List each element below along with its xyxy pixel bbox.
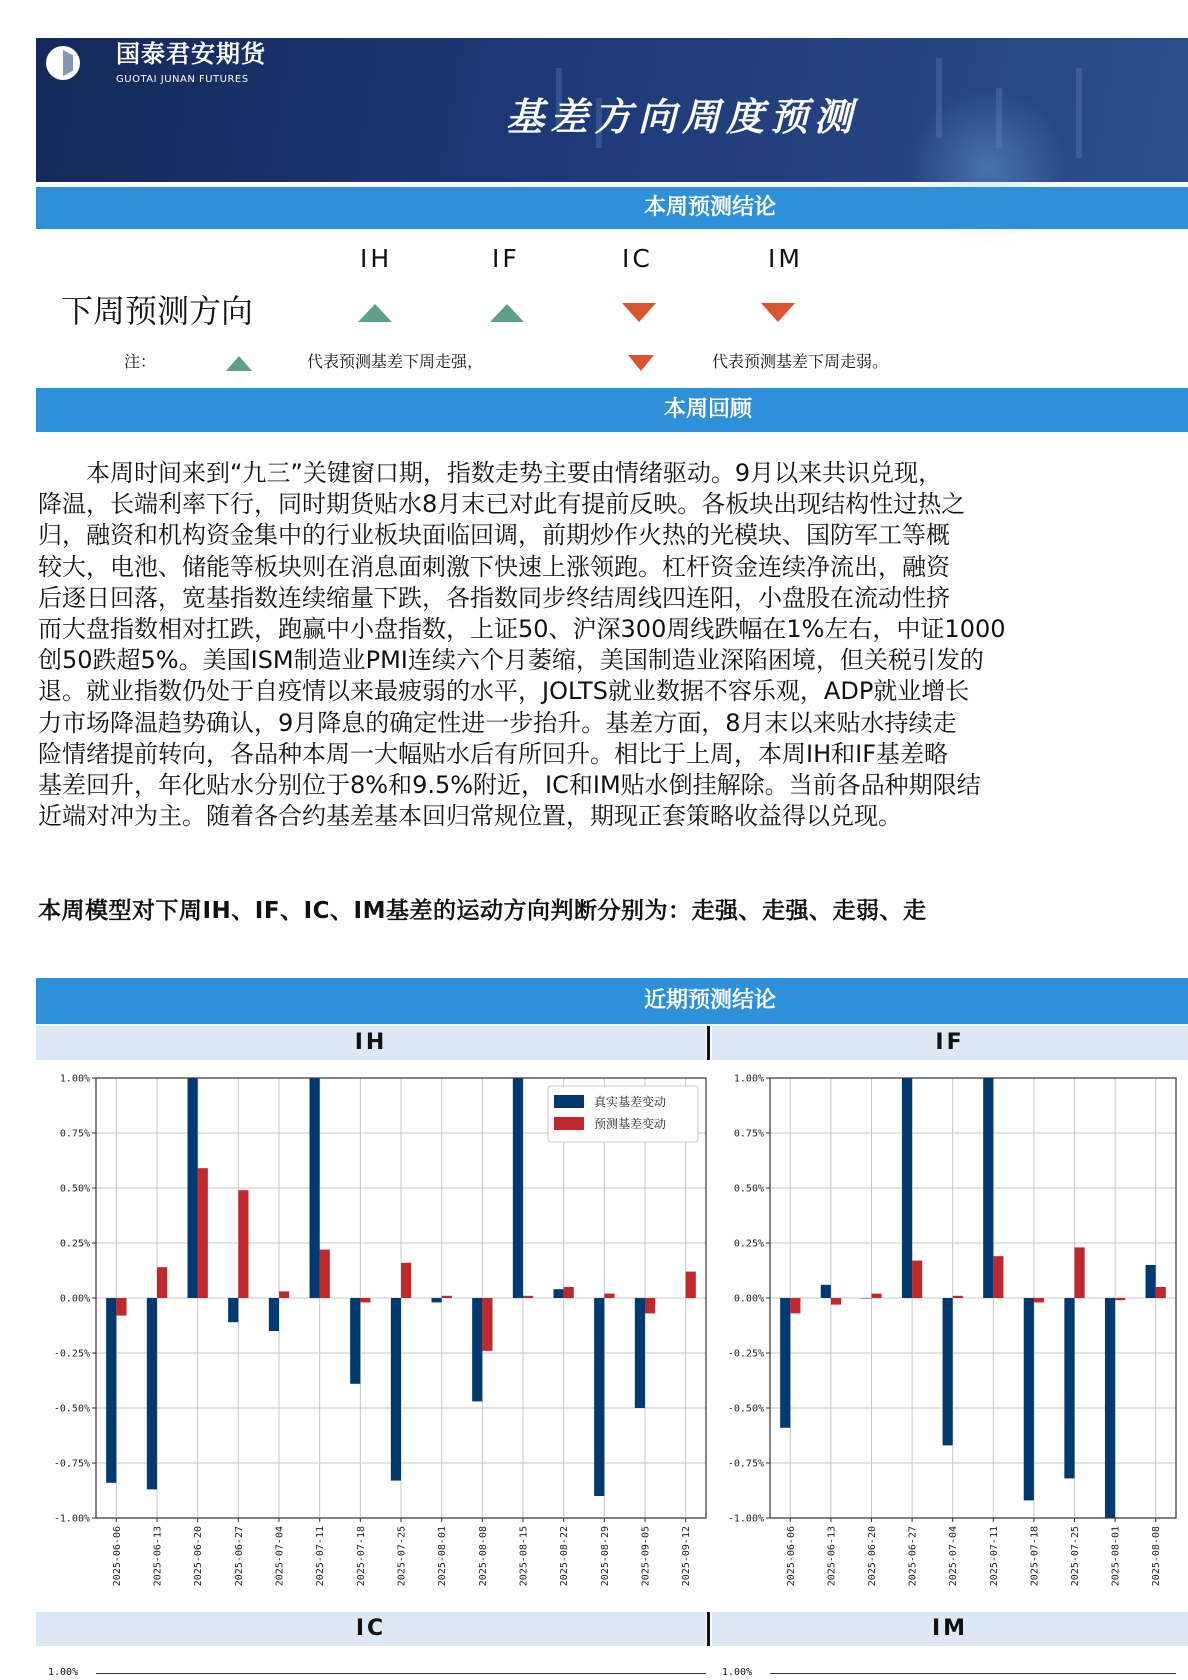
bar-actual <box>943 1298 953 1445</box>
review-line: 近端对冲为主。随着各合约基差基本回归常规位置，期现正套策略收益得以兑现。 <box>38 802 902 831</box>
panel-header-ih: IH <box>36 1026 706 1060</box>
logo-icon <box>46 46 80 80</box>
contract-label-ih: IH <box>360 244 393 273</box>
review-line: 降温，长端利率下行，同时期货贴水8月末已对此有提前反映。各板块出现结构性过热之 <box>38 490 966 519</box>
review-line: 退。就业指数仍处于自疫情以来最疲弱的水平，JOLTS就业数据不容乐观，ADP就业增长 <box>38 677 970 706</box>
bar-predicted <box>790 1298 800 1313</box>
banner-candle <box>1076 68 1082 158</box>
note-label: 注： <box>124 352 157 371</box>
bar-predicted <box>912 1261 922 1298</box>
x-tick-label: 2025-08-01 <box>1110 1526 1122 1587</box>
triangle-down-icon <box>622 303 656 322</box>
review-paragraph <box>38 458 1186 832</box>
logo-name-en: GUOTAI JUNAN FUTURES <box>116 74 249 85</box>
y-tick-label: 1.00% <box>733 1073 764 1085</box>
ic-top-tick: 1.00% <box>48 1667 79 1678</box>
bar-predicted <box>1034 1298 1044 1302</box>
section-header-forecast: 本周预测结论 <box>36 187 1188 229</box>
bar-actual <box>1146 1265 1156 1298</box>
triangle-down-icon <box>628 355 654 371</box>
banner-candle <box>936 58 942 138</box>
x-tick-label: 2025-09-05 <box>640 1526 652 1587</box>
bar-actual <box>147 1298 157 1489</box>
bar-predicted <box>116 1298 126 1316</box>
page-title: 基差方向周度预测 <box>506 95 859 139</box>
review-line: 基差回升，年化贴水分别位于8%和9.5%附近，IC和IM贴水倒挂解除。当前各品种期限结 <box>38 771 981 800</box>
review-line: 险情绪提前转向，各品种本周一大幅贴水后有所回升。相比于上周，本周IH和IF基差略 <box>38 739 949 768</box>
triangle-up-icon <box>490 304 524 322</box>
bar-predicted <box>831 1298 841 1305</box>
bar-predicted <box>686 1272 696 1298</box>
x-tick-label: 2025-08-08 <box>477 1526 489 1587</box>
review-line: 本周时间来到“九三”关键窗口期，指数走势主要由情绪驱动。9月以来共识兑现， <box>86 459 943 487</box>
next-week-direction-label: 下周预测方向 <box>61 292 254 330</box>
review-line: 力市场降温趋势确认，9月降息的确定性进一步抬升。基差方面，8月末以来贴水持续走 <box>38 708 957 737</box>
bar-actual <box>391 1298 401 1481</box>
section-header-recent: 近期预测结论 <box>36 978 1188 1024</box>
legend-swatch <box>554 1095 584 1108</box>
y-tick-label: -1.00% <box>727 1513 764 1525</box>
triangle-down-icon <box>761 303 795 322</box>
bar-actual <box>106 1298 116 1483</box>
im-top-tick: 1.00% <box>722 1667 753 1678</box>
bar-predicted <box>953 1296 963 1298</box>
x-tick-label: 2025-08-22 <box>559 1526 571 1587</box>
triangle-up-icon <box>226 356 252 371</box>
x-tick-label: 2025-07-04 <box>274 1526 286 1587</box>
bar-actual <box>594 1298 604 1496</box>
y-tick-label: -0.75% <box>727 1458 764 1470</box>
bar-predicted <box>198 1168 208 1298</box>
contract-label-ic: IC <box>622 244 653 273</box>
review-line: 而大盘指数相对扛跌，跑赢中小盘指数，上证50、沪深300周线跌幅在1%左右，中证1000 <box>38 615 1006 644</box>
legend-label: 真实基差变动 <box>594 1095 667 1109</box>
x-tick-label: 2025-07-25 <box>1070 1526 1081 1587</box>
bar-actual <box>983 1078 993 1298</box>
y-tick-label: -0.75% <box>53 1458 90 1470</box>
x-tick-label: 2025-08-29 <box>599 1526 611 1587</box>
bar-predicted <box>482 1298 492 1351</box>
bar-predicted <box>872 1294 882 1298</box>
x-tick-label: 2025-09-12 <box>681 1526 693 1587</box>
bar-actual <box>1064 1298 1074 1478</box>
bar-actual <box>432 1298 442 1302</box>
y-tick-label: 0.25% <box>733 1238 764 1250</box>
logo-name-cn: 国泰君安期货 <box>116 40 266 68</box>
bar-predicted <box>320 1250 330 1298</box>
x-tick-label: 2025-06-20 <box>193 1526 205 1587</box>
bar-actual <box>821 1285 831 1298</box>
y-tick-label: 1.00% <box>59 1073 90 1085</box>
x-tick-label: 2025-06-27 <box>907 1526 919 1587</box>
y-tick-label: -0.50% <box>53 1403 90 1415</box>
ic-chart-top-axis <box>96 1673 706 1674</box>
review-line: 后逐日回落，宽基指数连续缩量下跌，各指数同步终结周线四连阳，小盘股在流动性挤 <box>38 583 950 612</box>
panel-header-if: IF <box>712 1026 1188 1060</box>
x-tick-label: 2025-08-08 <box>1151 1526 1163 1587</box>
review-line: 归，融资和机构资金集中的行业板块面临回调，前期炒作火热的光模块、国防军工等概 <box>38 521 950 550</box>
bar-predicted <box>564 1287 574 1298</box>
bar-actual <box>350 1298 360 1384</box>
x-tick-label: 2025-08-01 <box>437 1526 449 1587</box>
y-tick-label: 0.00% <box>59 1293 90 1305</box>
bar-actual <box>554 1289 564 1298</box>
bar-predicted <box>279 1291 289 1298</box>
bar-predicted <box>1156 1287 1166 1298</box>
bar-predicted <box>360 1298 370 1302</box>
y-tick-label: -0.50% <box>727 1403 764 1415</box>
x-tick-label: 2025-06-06 <box>111 1526 123 1587</box>
bar-actual <box>635 1298 645 1408</box>
x-tick-label: 2025-06-13 <box>826 1526 838 1587</box>
x-tick-label: 2025-07-25 <box>396 1526 408 1587</box>
section-header-review: 本周回顾 <box>36 388 1188 432</box>
bar-predicted <box>523 1296 533 1298</box>
bar-actual <box>310 1078 320 1298</box>
triangle-up-icon <box>358 304 392 322</box>
bar-predicted <box>401 1263 411 1298</box>
bar-actual <box>472 1298 482 1401</box>
bar-actual <box>1024 1298 1034 1500</box>
bar-predicted <box>993 1256 1003 1298</box>
review-line: 较大，电池、储能等板块则在消息面刺激下快速上涨领跑。杠杆资金连续净流出，融资 <box>38 552 950 581</box>
y-tick-label: 0.25% <box>59 1238 90 1250</box>
panel-header-im: IM <box>712 1612 1188 1646</box>
bar-predicted <box>442 1296 452 1298</box>
x-tick-label: 2025-07-11 <box>315 1526 327 1587</box>
y-tick-label: 0.50% <box>59 1183 90 1195</box>
bar-actual <box>861 1298 871 1299</box>
bar-actual <box>269 1298 279 1331</box>
panel-divider <box>707 1612 710 1646</box>
contract-label-if: IF <box>492 244 520 273</box>
y-tick-label: 0.75% <box>59 1128 90 1140</box>
panel-divider <box>707 1026 710 1060</box>
note-down-text: 代表预测基差下周走弱。 <box>712 352 889 371</box>
model-conclusion: 本周模型对下周IH、IF、IC、IM基差的运动方向判断分别为：走强、走强、走弱、走 <box>38 898 927 924</box>
x-tick-label: 2025-06-20 <box>867 1526 878 1587</box>
bar-predicted <box>157 1267 167 1298</box>
bar-predicted <box>645 1298 655 1313</box>
panel-header-ic: IC <box>36 1612 706 1646</box>
bar-actual <box>228 1298 238 1322</box>
legend-label: 预测基差变动 <box>594 1117 667 1131</box>
x-tick-label: 2025-08-15 <box>518 1526 530 1587</box>
bar-predicted <box>238 1190 248 1298</box>
x-tick-label: 2025-07-18 <box>1029 1526 1041 1587</box>
x-tick-label: 2025-06-27 <box>233 1526 245 1587</box>
im-chart-top-axis <box>770 1673 1176 1674</box>
review-line: 创50跌超5%。美国ISM制造业PMI连续六个月萎缩，美国制造业深陷困境，但关税引发的 <box>38 646 984 675</box>
y-tick-label: 0.75% <box>733 1128 764 1140</box>
y-tick-label: -0.25% <box>727 1348 764 1360</box>
y-tick-label: -0.25% <box>53 1348 90 1360</box>
contract-label-im: IM <box>768 244 803 273</box>
banner-candle <box>996 88 1002 148</box>
bar-predicted <box>1115 1298 1125 1300</box>
header-banner <box>36 38 1188 182</box>
chart-if <box>712 1068 1188 1608</box>
bar-actual <box>513 1078 523 1298</box>
bar-predicted <box>604 1294 614 1298</box>
bar-predicted <box>1075 1247 1085 1298</box>
x-tick-label: 2025-06-06 <box>785 1526 797 1587</box>
x-tick-label: 2025-07-04 <box>948 1526 960 1587</box>
y-tick-label: 0.50% <box>733 1183 764 1195</box>
x-tick-label: 2025-06-13 <box>152 1526 164 1587</box>
bar-actual <box>188 1078 198 1298</box>
bar-actual <box>902 1078 912 1298</box>
y-tick-label: -1.00% <box>53 1513 90 1525</box>
bar-actual <box>1105 1298 1115 1518</box>
chart-ih <box>36 1068 708 1608</box>
y-tick-label: 0.00% <box>733 1293 764 1305</box>
note-up-text: 代表预测基差下周走强， <box>307 352 484 371</box>
bar-actual <box>780 1298 790 1428</box>
legend-swatch <box>554 1117 584 1130</box>
x-tick-label: 2025-07-11 <box>988 1526 1000 1587</box>
x-tick-label: 2025-07-18 <box>355 1526 367 1587</box>
